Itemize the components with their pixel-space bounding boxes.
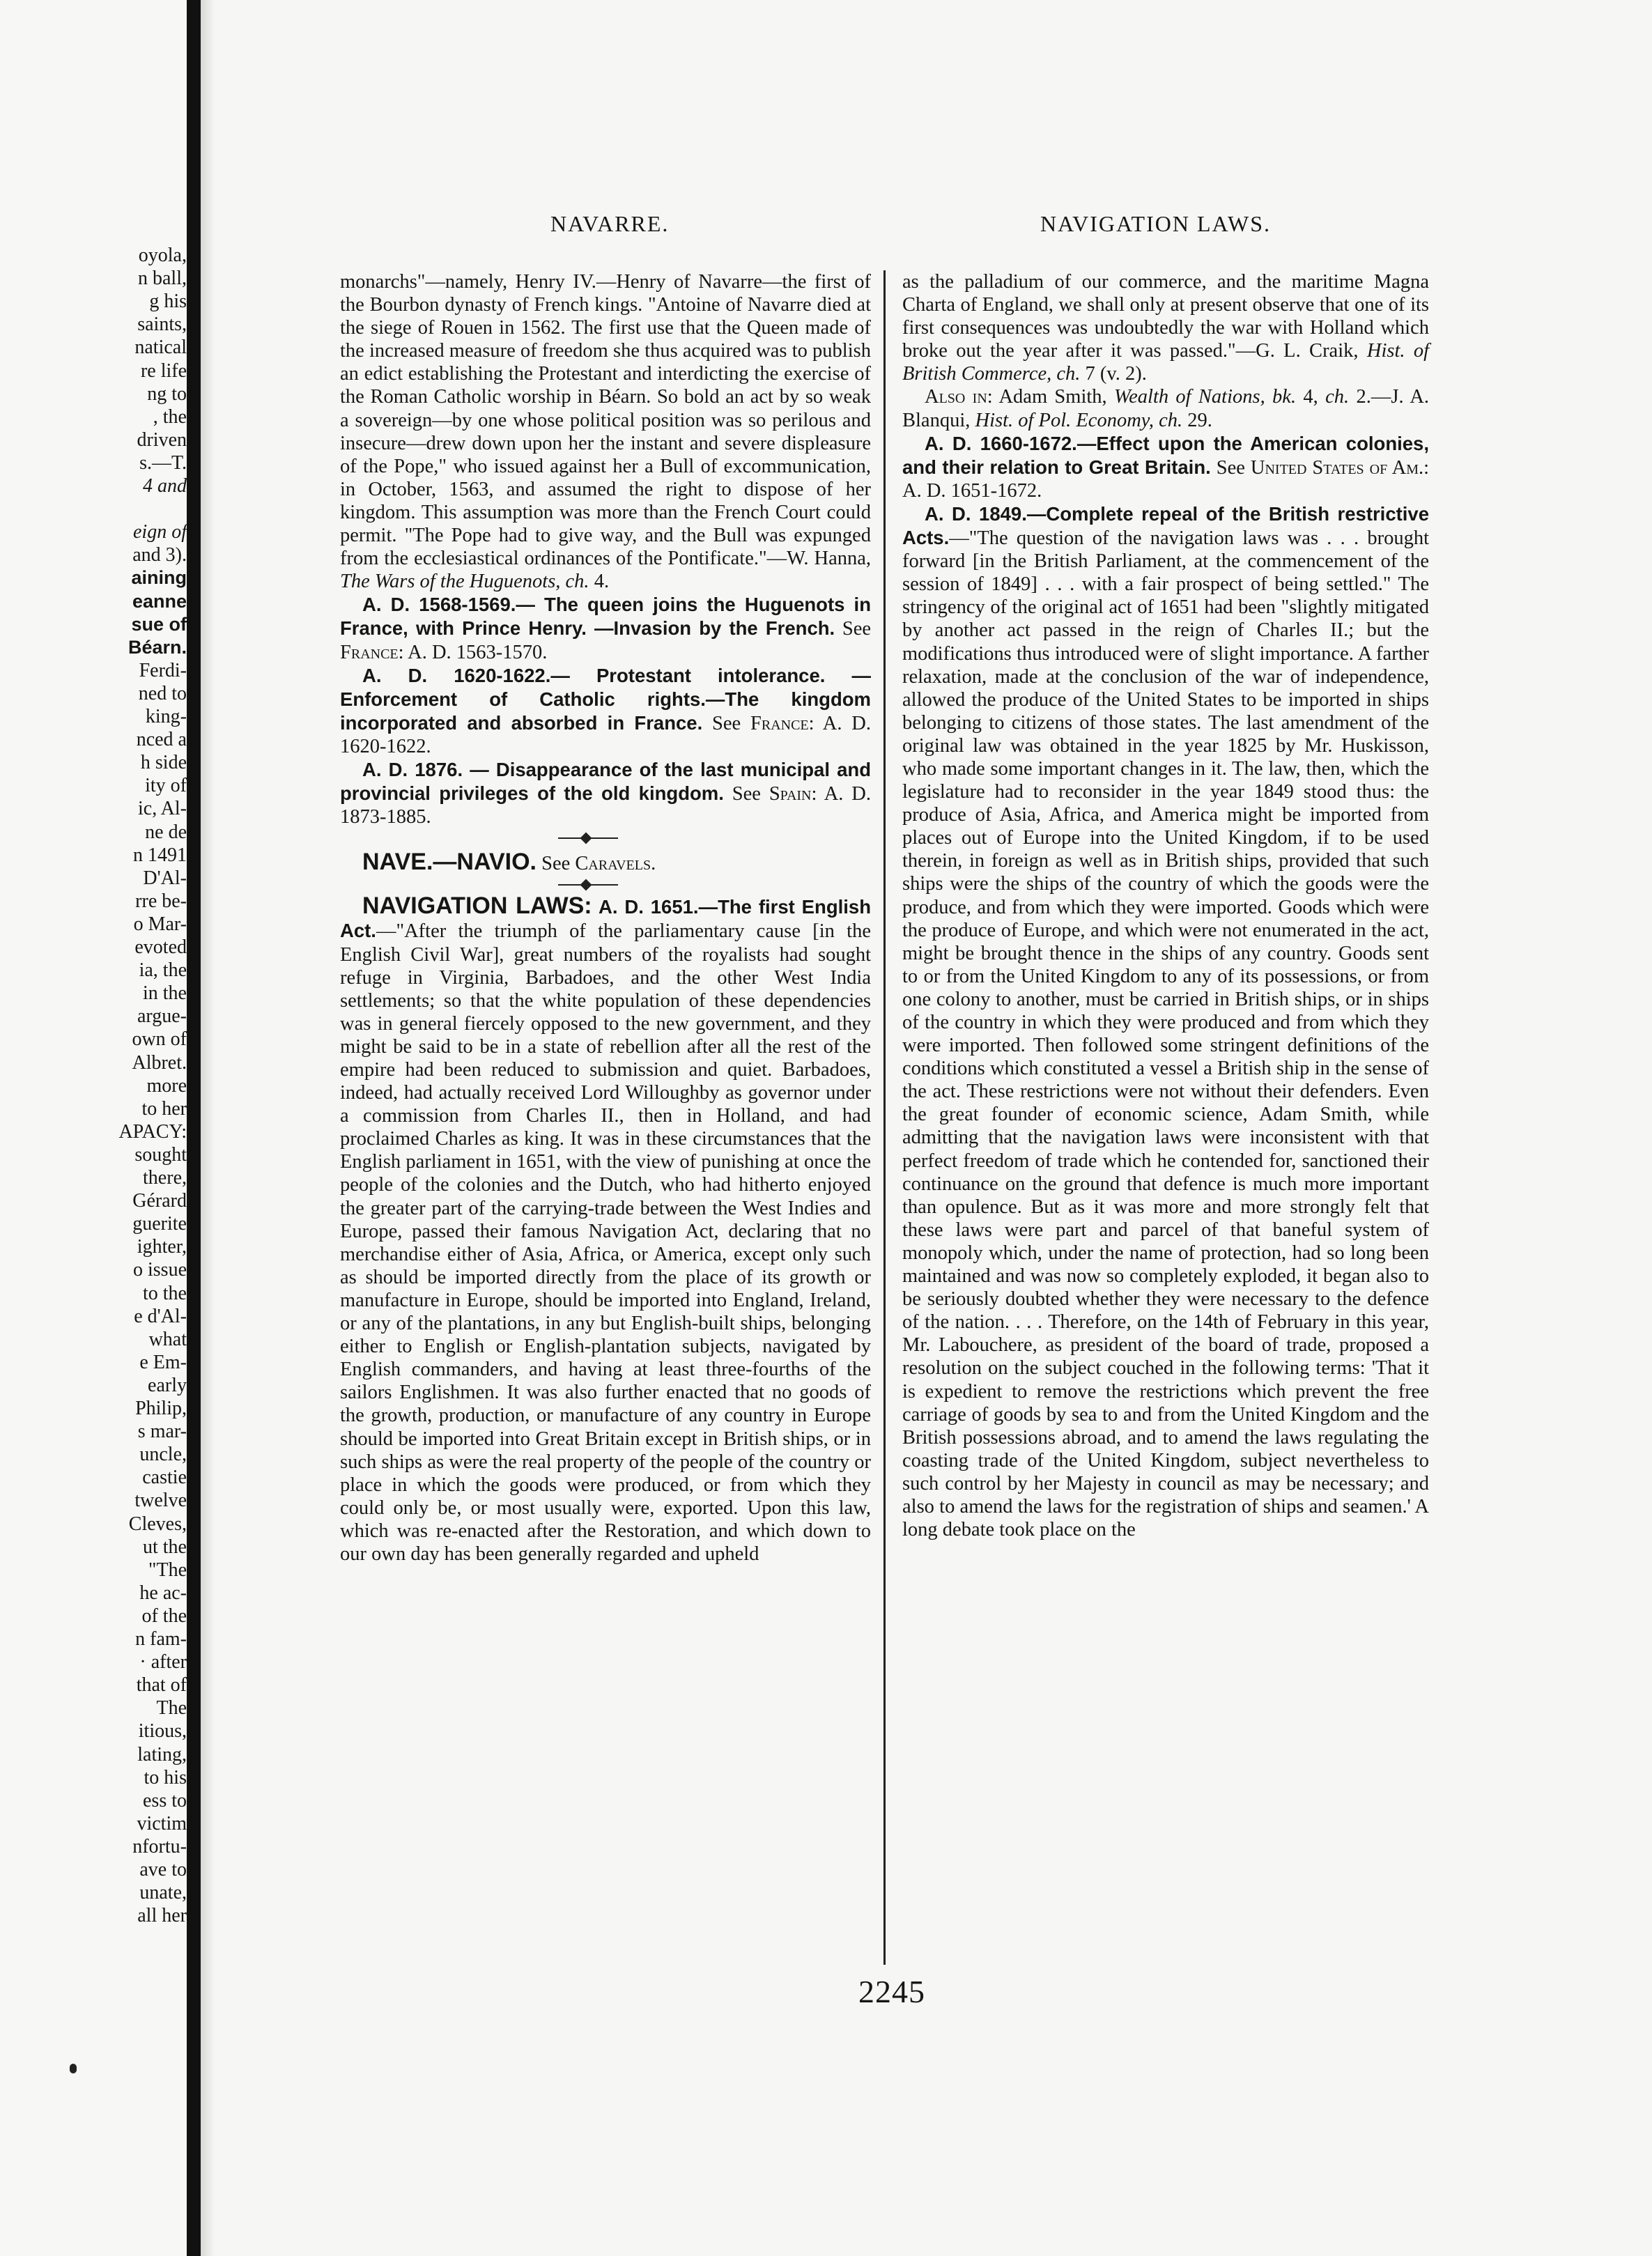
- margin-fragment: driven: [137, 428, 187, 451]
- nave-entry: [340, 851, 871, 875]
- margin-fragment: "The: [148, 1559, 187, 1581]
- see-label: See: [712, 712, 741, 734]
- entry-1660: [902, 432, 1429, 502]
- entry-heading: A. D. 1620-1622.— Protestant intolerance. —Enforcement of Catholic rights.—The kingdom incorporated and absorbed in France.: [340, 664, 871, 734]
- see-label: See: [1216, 456, 1245, 479]
- entry-1849: [902, 502, 1429, 1541]
- entry-heading: A. D. 1651.—The first English Act.: [340, 896, 871, 942]
- margin-fragment: nfortu-: [132, 1835, 187, 1857]
- see-label: See: [541, 853, 571, 875]
- margin-fragment: nced a: [136, 729, 187, 751]
- margin-fragment: Béarn.: [128, 636, 187, 658]
- margin-fragment: to her: [141, 1097, 187, 1120]
- margin-fragment: own of: [132, 1028, 187, 1051]
- previous-page-margin: [0, 0, 187, 2256]
- margin-fragment: rre be-: [135, 890, 187, 912]
- margin-fragment: argue-: [137, 1005, 187, 1028]
- margin-fragment: Albret.: [132, 1051, 187, 1074]
- entry-body: —"The question of the navigation laws was . . . brought forward [in the British Parliament, at the commencement of the session of 1849] . . . with a fair prospect of being settled." The stringency of the original act of 1651 had been "slightly mitigated by another act passed in the reign of Charles II.; but the modifications thus introduced were of slight importance. A farther relaxation, made at the conclusion of the war of independence, allowed the produce of the United States to be imported in ships belonging to citizens of those states. The last amendment of the original law was obtained in the year 1825 by Mr. Huskisson, who made some important changes in it. The law, then, which the legislature had to reconsider in the year 1849 stood thus: the produce of Asia, Africa, and America might be imported from places out of Europe into the United Kingdom, if to be used therein, in foreign as well as in British ships, provided that such ships were the ships of the country of which the goods were the produce, and from which they were imported. Goods which were the produce of Europe, and which were not enumerated in the act, might be brought thence in the ships of any country. Goods sent to or from the United Kingdom to any of its possessions, or from one colony to another, must be carried in British ships, or in ships of the country in which they were produced and from which they were imported. Then followed some stringent definitions of the conditions which constituted a vessel a British ship in the sense of the act. These restrictions were not without their defenders. Even the great founder of economic science, Adam Smith, while admitting that the navigation laws were inconsistent with that perfect freedom of trade which he contended for, sanctioned their continuance on the ground that defence is much more important than opulence. But as it was more and more strongly felt that these laws were part and parcel of that baneful system of monopoly which, under the name of protection, had so long been maintained and was now so completely exploded, it began also to be seriously doubted whether they were necessary to the defence of the nation. . . . Therefore, on the 14th of February in this year, Mr. Labouchere, as president of the board of trade, proposed a resolution on the subject couched in the following terms: 'That it is expedient to remove the restrictions which prevent the free carriage of goods by sea to and from the United Kingdom and the British possessions abroad, and to amend the laws regulating the coasting trade of the United Kingdom, subject nevertheless to such control by her Majesty in council as may be necessary; and also to amend the laws for the registration of ships and seamen.' A long debate took place on the: [902, 527, 1429, 1541]
- margin-fragment: Philip,: [135, 1398, 187, 1419]
- reference-text: : Adam Smith,: [987, 386, 1107, 408]
- margin-fragment: re life: [140, 360, 187, 382]
- page-number: 2245: [858, 1974, 925, 2009]
- margin-fragment: victim: [137, 1812, 187, 1834]
- cross-reference-date: : A. D. 1563-1570.: [398, 641, 548, 663]
- margin-fragment: ned to: [138, 682, 187, 704]
- margin-fragment: saints,: [137, 314, 187, 336]
- right-column: [902, 270, 1429, 1541]
- section-divider: [340, 875, 871, 895]
- margin-fragment: ut the: [143, 1536, 187, 1558]
- citation-end: 7 (v. 2).: [1085, 363, 1147, 385]
- margin-fragment: eign of: [133, 521, 187, 543]
- margin-fragment: early: [148, 1374, 187, 1396]
- running-head-left: NAVARRE.: [550, 211, 670, 236]
- cross-reference: United States of Am.: [1250, 456, 1424, 479]
- craik-paragraph: [902, 270, 1429, 385]
- headword: NAVIGATION LAWS:: [362, 893, 592, 920]
- margin-fragment: ess to: [143, 1789, 187, 1811]
- cross-reference: Spain: [769, 783, 812, 805]
- margin-fragment: ighter,: [137, 1236, 187, 1258]
- punctuation: .: [651, 853, 656, 875]
- navigation-laws-entry: [340, 895, 871, 1566]
- margin-fragment: g his: [149, 291, 187, 313]
- citation-end: 4.: [594, 571, 610, 593]
- margin-fragment: more: [146, 1074, 187, 1097]
- margin-fragment: e d'Al-: [134, 1305, 187, 1327]
- reference-text: 4,: [1303, 386, 1318, 408]
- entry-1568: [340, 593, 871, 663]
- margin-fragment: n fam-: [135, 1628, 187, 1650]
- citation: The Wars of the Huguenots, ch.: [340, 571, 589, 593]
- margin-fragment: guerite: [132, 1213, 187, 1235]
- margin-fragment: n ball,: [138, 268, 187, 290]
- see-label: See: [842, 618, 871, 640]
- margin-fragment: Gérard: [132, 1190, 187, 1212]
- margin-fragment: n 1491: [133, 844, 187, 866]
- see-label: See: [732, 783, 761, 805]
- margin-fragment: aining: [131, 567, 187, 589]
- margin-fragment: sought: [134, 1143, 187, 1166]
- margin-fragment: he ac-: [139, 1582, 187, 1604]
- column-rule: [883, 270, 886, 1965]
- margin-fragment: ity of: [145, 775, 187, 797]
- citation: Wealth of Nations, bk.: [1114, 386, 1297, 408]
- margin-fragment: uncle,: [139, 1444, 187, 1466]
- left-column: [340, 270, 871, 1566]
- entry-heading: A. D. 1660-1672.—Effect upon the American colonies, and their relation to Great Britain.: [902, 432, 1429, 478]
- margin-fragment: unate,: [139, 1882, 187, 1904]
- also-in-label: Also in: [925, 386, 987, 408]
- entry-1620: [340, 664, 871, 758]
- cross-reference: Caravels: [575, 853, 651, 875]
- cross-reference: France: [750, 712, 809, 734]
- margin-fragment: lating,: [137, 1743, 187, 1766]
- margin-fragment: ng to: [147, 383, 187, 405]
- margin-fragment: Cleves,: [128, 1513, 187, 1535]
- margin-fragment: of the: [141, 1605, 187, 1627]
- cross-reference: France: [340, 641, 399, 663]
- section-divider: [340, 828, 871, 848]
- margin-fragment: s.—T.: [139, 451, 187, 474]
- entry-1876: [340, 758, 871, 828]
- margin-fragment: e Em-: [139, 1351, 187, 1373]
- cross-reference-date: : A. D. 1873-1885.: [340, 783, 872, 828]
- paragraph-text: as the palladium of our commerce, and the maritime Magna Charta of England, we shall only at present observe that one of its first consequences was undoubtedly the war with Holland which broke out the year after it was passed."—G. L. Craik,: [902, 271, 1429, 362]
- margin-fragment: there,: [143, 1167, 187, 1189]
- margin-fragment: natical: [134, 337, 187, 359]
- book-gutter: [187, 0, 201, 2256]
- margin-fragment: oyola,: [138, 245, 187, 266]
- margin-fragment: , the: [153, 405, 187, 428]
- margin-fragment: in the: [143, 982, 187, 1005]
- margin-fragment: all her: [137, 1905, 187, 1927]
- margin-fragment: · after: [139, 1651, 187, 1674]
- reference-text: 2.—J. A. Blanqui,: [902, 386, 1430, 431]
- margin-fragment: what: [148, 1328, 187, 1350]
- gutter-shadow: [201, 0, 215, 2256]
- margin-fragment: king-: [145, 706, 187, 727]
- margin-fragment: o Mar-: [133, 913, 187, 935]
- headword: NAVE.—NAVIO.: [362, 849, 536, 876]
- margin-fragment: evoted: [134, 936, 187, 958]
- margin-fragment: o issue: [133, 1259, 187, 1281]
- running-head-right: NAVIGATION LAWS.: [1040, 211, 1272, 236]
- citation: Hist. of Pol. Economy, ch.: [975, 409, 1183, 431]
- entry-body: —"After the triumph of the parliamentary cause [in the English Civil War], great numbers of the royalists had sought refuge in Virginia, Barbadoes, and the other West India settlements; so that the white population of these dependencies was in general fiercely opposed to the new government, and they might be said to be in a state of rebellion after all the rest of the empire had been reduced to submission and quiet. Barbadoes, indeed, had actually received Lord Willoughby as governor under a commission from Charles II., then in Holland, and had proclaimed Charles as king. It was in these circumstances that the English parliament in 1651, with the view of punishing at once the people of the colonies and the Dutch, who had hitherto enjoyed the greater part of the carrying-trade between the West Indies and Europe, passed their famous Navigation Act, declaring that no merchandise either of Asia, Africa, or America, except only such as should be imported directly from the place of its growth or manufacture in Europe, should be imported into England, Ireland, or any of the plantations, in any but English-built ships, belonging either to English or English-plantation subjects, navigated by English commanders, and having at least three-fourths of the sailors Englishmen. It was also further enacted that no goods of the growth, production, or manufacture of any country in Europe should be imported into Great Britain except in British ships, or in such ships as were the real property of the people of the country or place in which the goods were produced, or from which they could only be, or most usually were, exported. Upon this law, which was re-enacted after the Restoration, and which down to our own day has been generally regarded and upheld: [340, 920, 871, 1565]
- navarre-continued-paragraph: [340, 270, 871, 593]
- margin-fragment: itious,: [138, 1720, 187, 1743]
- cross-reference-date: : A. D. 1651-1672.: [902, 456, 1430, 502]
- margin-fragment: sue of: [131, 613, 187, 635]
- also-in-references: [902, 385, 1429, 431]
- margin-fragment: h side: [140, 752, 187, 774]
- margin-fragment: and 3).: [132, 544, 187, 566]
- reference-text: 29.: [1187, 409, 1212, 431]
- margin-fragment: that of: [136, 1674, 187, 1697]
- citation: Hist. of British Commerce, ch.: [902, 340, 1430, 385]
- entry-heading: A. D. 1876. — Disappearance of the last municipal and provincial privileges of the old kingdom.: [340, 758, 871, 805]
- margin-fragment: s mar-: [137, 1421, 187, 1443]
- margin-fragment: The: [156, 1697, 187, 1720]
- margin-fragment: 4 and: [143, 475, 187, 497]
- entry-heading: A. D. 1849.—Complete repeal of the British restrictive Acts.: [902, 502, 1429, 549]
- margin-fragment: APACY:: [118, 1120, 187, 1143]
- margin-fragment: castie: [142, 1467, 187, 1489]
- margin-fragment: ia, the: [139, 959, 187, 982]
- cross-reference-date: : A. D. 1620-1622.: [340, 712, 871, 757]
- paragraph-text: monarchs"—namely, Henry IV.—Henry of Navarre—the first of the Bourbon dynasty of French kings. "Antoine of Navarre died at the siege of Rouen in 1562. The first use that the Queen made of the increased measure of freedom she thus acquired was to publish an edict establishing the Protestant and interdicting the exercise of the Roman Catholic worship in Béarn. So bold an act by so weak a sovereign—by one whose political position was so perilous and insecure—drew down upon her the instant and severe displeasure of the Pope," who issued against her a Bull of excommunication, in October, 1563, and assumed the right to dispose of her kingdom. This assumption was more than the French Court could permit. "The Pope had to give way, and the Bull was expunged from the ecclesiastical ordinances of the Pontificate."—W. Hanna,: [340, 271, 871, 570]
- entry-heading: A. D. 1568-1569.— The queen joins the Huguenots in France, with Prince Henry. —Invasion by the French.: [340, 594, 871, 640]
- margin-fragment: ave to: [139, 1859, 187, 1880]
- margin-fragment: Ferdi-: [139, 659, 187, 681]
- margin-mark: [70, 2064, 77, 2073]
- margin-fragment: to the: [143, 1282, 187, 1304]
- margin-fragment: twelve: [134, 1490, 187, 1512]
- citation: ch.: [1325, 386, 1350, 408]
- margin-fragment: eanne: [132, 590, 187, 612]
- margin-fragment: ic, Al-: [138, 798, 187, 820]
- margin-fragment: ne de: [145, 821, 187, 843]
- margin-fragment: D'Al-: [143, 867, 187, 889]
- margin-fragment: to his: [144, 1766, 187, 1788]
